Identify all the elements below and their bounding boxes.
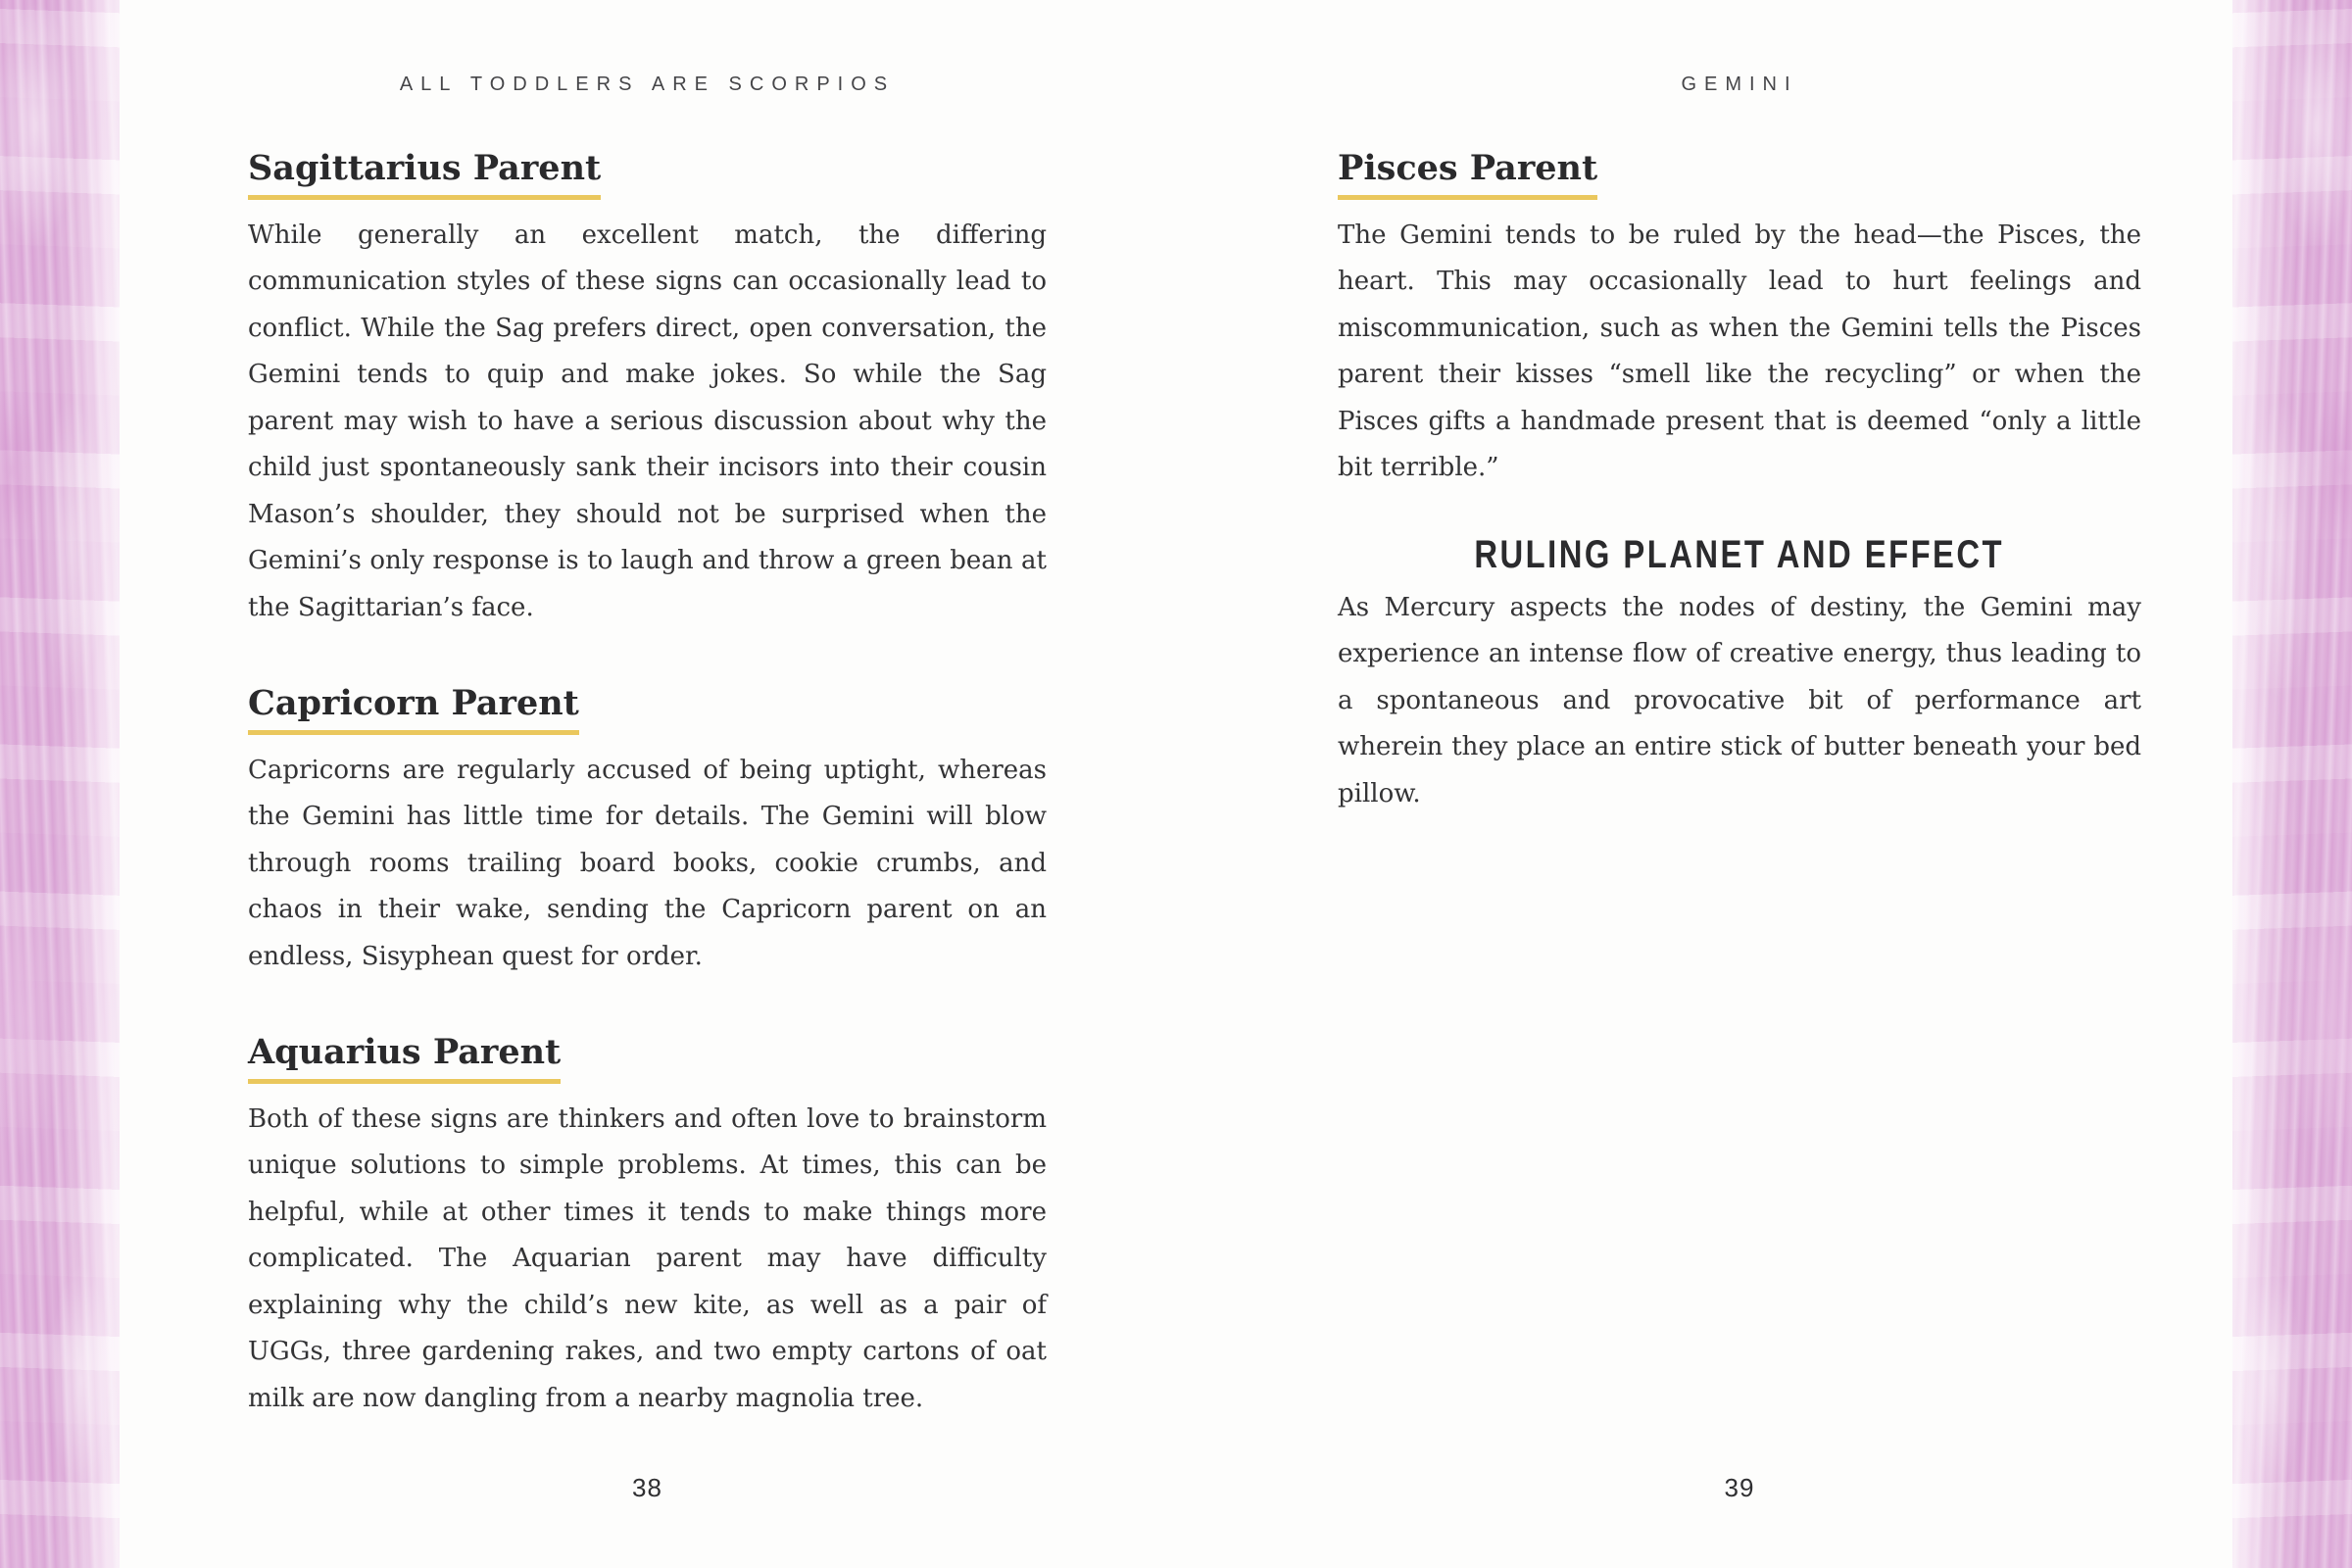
section-heading	[1338, 150, 2141, 200]
subsection-heading	[1338, 533, 2141, 577]
body-paragraph: The Gemini tends to be ruled by the head—the Pisces, the heart. This may occasionally lead to hurt feelings and miscommunication, such as when the Gemini tells the Pisces parent their kisses “smell like the recycling” or when the Pisces gifts a handmade present that is deemed “only a little bit terrible.”	[1338, 220, 2141, 482]
section-heading	[248, 150, 1047, 200]
section-pisces-parent	[1338, 150, 2141, 492]
section-aquarius-parent	[248, 1034, 1047, 1422]
section-heading-text: Sagittarius Parent	[248, 150, 601, 200]
running-head-left: ALL TODDLERS ARE SCORPIOS	[399, 74, 896, 95]
body-paragraph: As Mercury aspects the nodes of destiny, the Gemini may experience an intense flow of creative energy, thus leading to a spontaneous and provocative bit of performance art wherein they place an entire stick of butter beneath your bed pillow.	[1338, 592, 2141, 808]
left-watercolor-border	[0, 0, 120, 1568]
body-paragraph: Capricorns are regularly accused of being uptight, whereas the Gemini has little time for details. The Gemini will blow through rooms trailing board books, cookie crumbs, and chaos in their wake, sending the Capricorn parent on an endless, Sisyphean quest for order.	[248, 755, 1047, 971]
section-capricorn-parent	[248, 685, 1047, 980]
section-heading-text: Capricorn Parent	[248, 685, 579, 735]
running-head-right: GEMINI	[1681, 74, 1798, 95]
right-watercolor-border	[2232, 0, 2352, 1568]
right-page	[1338, 0, 2141, 1568]
body-paragraph: Both of these signs are thinkers and often love to brainstorm unique solutions to simple problems. At times, this can be helpful, while at other times it tends to make things more complicated. The Aquarian parent may have difficulty explaining why the child’s new kite, as well as a pair of UGGs, three gardening rakes, and two empty cartons of oat milk are now dangling from a nearby magnolia tree.	[248, 1103, 1047, 1413]
section-heading-text: Pisces Parent	[1338, 150, 1597, 200]
section-heading	[248, 1034, 1047, 1084]
body-paragraph: While generally an excellent match, the differing communication styles of these signs can occasionally lead to conflict. While the Sag prefers direct, open conversation, the Gemini tends to quip and make jokes. So while the Sag parent may wish to have a serious discussion about why the child just spontaneously sank their incisors into their cousin Mason’s shoulder, they should not be surprised when the Gemini’s only response is to laugh and throw a green bean at the Sagittarian’s face.	[248, 220, 1047, 622]
section-heading-text: Aquarius Parent	[248, 1034, 561, 1084]
page-number-right: 39	[1724, 1473, 1755, 1502]
section-heading	[248, 685, 1047, 735]
section-sagittarius-parent	[248, 150, 1047, 631]
page-number-left: 38	[632, 1473, 662, 1502]
section-ruling-planet-and-effect	[1338, 533, 2141, 818]
left-page	[248, 0, 1047, 1568]
subsection-heading-text: RULING PLANET AND EFFECT	[1474, 532, 2005, 576]
